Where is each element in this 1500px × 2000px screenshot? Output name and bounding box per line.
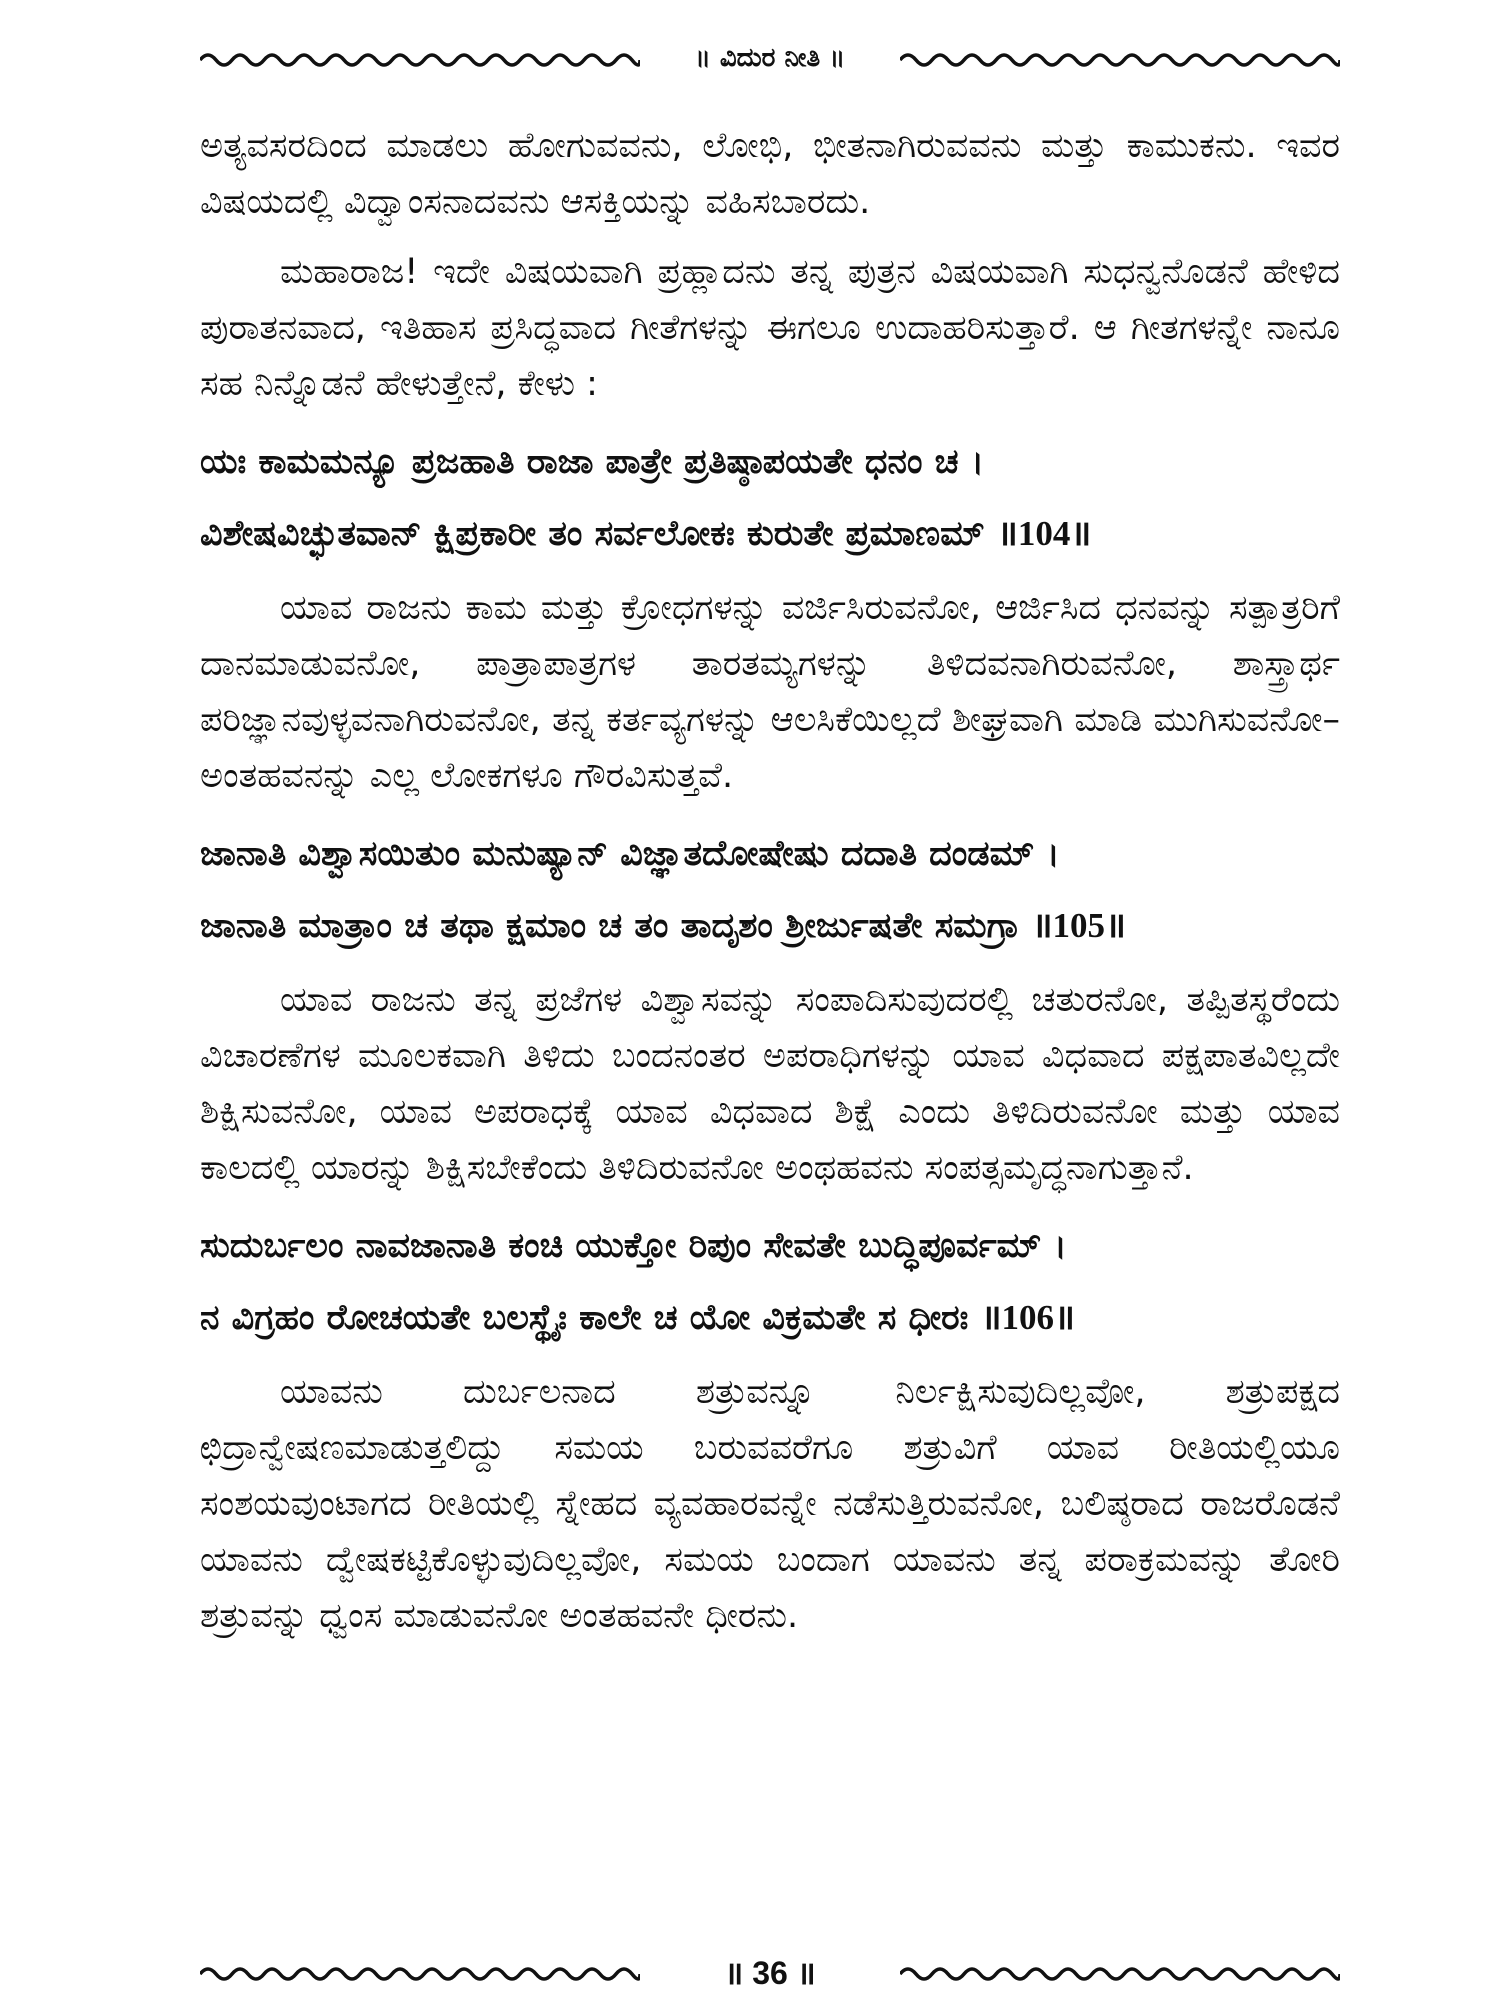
verse-105 (200, 818, 1340, 962)
verse-line (200, 498, 1340, 570)
verse-line: ಜಾನಾತಿ ವಿಶ್ವಾಸಯಿತುಂ ಮನುಷ್ಯಾನ್ ವಿಜ್ಞಾತದೋಷೇಷು ದದಾತಿ ದಂಡಮ್ । (200, 834, 1060, 874)
verse-number: ॥106॥ (980, 1298, 1076, 1337)
verse-line: ಸುದುರ್ಬಲಂ ನಾವಜಾನಾತಿ ಕಂಚಿ ಯುಕ್ತೋ ರಿಪುಂ ಸೇವತೇ ಬುದ್ಧಿಪೂರ್ವಮ್ । (200, 1226, 1067, 1266)
verse-line (200, 1282, 1340, 1354)
verse-line: ಯಃ ಕಾಮಮನ್ಯೂ ಪ್ರಜಹಾತಿ ರಾಜಾ ಪಾತ್ರೇ ಪ್ರತಿಷ್ಠಾಪಯತೇ ಧನಂ ಚ । (200, 442, 985, 482)
left-wave-ornament (200, 48, 640, 68)
page-footer (200, 1950, 1340, 1994)
page-header (200, 36, 1340, 80)
paragraph-5: ಯಾವನು ದುರ್ಬಲನಾದ ಶತ್ರುವನ್ನೂ ನಿರ್ಲಕ್ಷಿಸುವುದಿಲ್ಲವೋ, ಶತ್ರುಪಕ್ಷದ ಛಿದ್ರಾನ್ವೇಷಣಮಾಡುತ್ತಲಿದ್ದು ಸಮಯ ಬರುವವರೆಗೂ ಶತ್ರುವಿಗೆ ಯಾವ ರೀತಿಯಲ್ಲಿಯೂ ಸಂಶಯವುಂಟಾಗದ ರೀತಿಯಲ್ಲಿ ಸ್ನೇಹದ ವ್ಯವಹಾರವನ್ನೇ ನಡೆಸುತ್ತಿರುವನೋ, ಬಲಿಷ್ಠರಾದ ರಾಜರೊಡನೆ ಯಾವನು ದ್ವೇಷಕಟ್ಟಿಕೊಳ್ಳುವುದಿಲ್ಲವೋ, ಸಮಯ ಬಂದಾಗ ಯಾವನು ತನ್ನ ಪರಾಕ್ರಮವನ್ನು ತೋರಿ ಶತ್ರುವನ್ನು ಧ್ವಂಸ ಮಾಡುವನೋ ಅಂತಹವನೇ ಧೀರನು. (200, 1372, 1340, 1636)
verse-text: ವಿಶೇಷವಿಚ್ಛುತವಾನ್ ಕ್ಷಿಪ್ರಕಾರೀ ತಂ ಸರ್ವಲೋಕಃ ಕುರುತೇ ಪ್ರಮಾಣಮ್ (200, 514, 985, 554)
paragraph-4: ಯಾವ ರಾಜನು ತನ್ನ ಪ್ರಜೆಗಳ ವಿಶ್ವಾಸವನ್ನು ಸಂಪಾದಿಸುವುದರಲ್ಲಿ ಚತುರನೋ, ತಪ್ಪಿತಸ್ಥರೆಂದು ವಿಚಾರಣೆಗಳ ಮೂಲಕವಾಗಿ ತಿಳಿದು ಬಂದನಂತರ ಅಪರಾಧಿಗಳನ್ನು ಯಾವ ವಿಧವಾದ ಪಕ್ಷಪಾತವಿಲ್ಲದೇ ಶಿಕ್ಷಿಸುವನೋ, ಯಾವ ಅಪರಾಧಕ್ಕೆ ಯಾವ ವಿಧವಾದ ಶಿಕ್ಷೆ ಎಂದು ತಿಳಿದಿರುವನೋ ಮತ್ತು ಯಾವ ಕಾಲದಲ್ಲಿ ಯಾರನ್ನು ಶಿಕ್ಷಿಸಬೇಕೆಂದು ತಿಳಿದಿರುವನೋ ಅಂಥಹವನು ಸಂಪತ್ಸಮೃದ್ಧನಾಗುತ್ತಾನೆ. (200, 980, 1340, 1188)
page-body (200, 118, 1340, 1658)
verse-number: ॥104॥ (996, 514, 1092, 553)
page-number: ॥ 36 ॥ (724, 1954, 816, 1991)
paragraph-1: ಅತ್ಯವಸರದಿಂದ ಮಾಡಲು ಹೋಗುವವನು, ಲೋಭಿ, ಭೀತನಾಗಿರುವವನು ಮತ್ತು ಕಾಮುಕನು. ಇವರ ವಿಷಯದಲ್ಲಿ ವಿದ್ವಾಂಸನಾದವನು ಆಸಕ್ತಿಯನ್ನು ವಹಿಸಬಾರದು. (200, 126, 1340, 222)
verse-line (200, 890, 1340, 962)
verse-106 (200, 1210, 1340, 1354)
paragraph-3: ಯಾವ ರಾಜನು ಕಾಮ ಮತ್ತು ಕ್ರೋಧಗಳನ್ನು ವರ್ಜಿಸಿರುವನೋ, ಆರ್ಜಿಸಿದ ಧನವನ್ನು ಸತ್ಪಾತ್ರರಿಗೆ ದಾನಮಾಡುವನೋ, ಪಾತ್ರಾಪಾತ್ರಗಳ ತಾರತಮ್ಯಗಳನ್ನು ತಿಳಿದವನಾಗಿರುವನೋ, ಶಾಸ್ತ್ರಾರ್ಥ ಪರಿಜ್ಞಾನವುಳ್ಳವನಾಗಿರುವನೋ, ತನ್ನ ಕರ್ತವ್ಯಗಳನ್ನು ಆಲಸಿಕೆಯಿಲ್ಲದೆ ಶೀಘ್ರವಾಗಿ ಮಾಡಿ ಮುಗಿಸುವನೋ– ಅಂತಹವನನ್ನು ಎಲ್ಲ ಲೋಕಗಳೂ ಗೌರವಿಸುತ್ತವೆ. (200, 588, 1340, 796)
page-title: ॥ ವಿದುರ ನೀತಿ ॥ (694, 42, 846, 73)
verse-104 (200, 426, 1340, 570)
right-wave-ornament (900, 48, 1340, 68)
left-wave-ornament (200, 1962, 640, 1982)
verse-text: ಜಾನಾತಿ ಮಾತ್ರಾಂ ಚ ತಥಾ ಕ್ಷಮಾಂ ಚ ತಂ ತಾದೃಶಂ ಶ್ರೀರ್ಜುಷತೇ ಸಮಗ್ರಾ (200, 906, 1020, 946)
paragraph-2: ಮಹಾರಾಜ! ಇದೇ ವಿಷಯವಾಗಿ ಪ್ರಹ್ಲಾದನು ತನ್ನ ಪುತ್ರನ ವಿಷಯವಾಗಿ ಸುಧನ್ವನೊಡನೆ ಹೇಳಿದ ಪುರಾತನವಾದ, ಇತಿಹಾಸ ಪ್ರಸಿದ್ಧವಾದ ಗೀತೆಗಳನ್ನು ಈಗಲೂ ಉದಾಹರಿಸುತ್ತಾರೆ. ಆ ಗೀತಗಳನ್ನೇ ನಾನೂ ಸಹ ನಿನ್ನೊಡನೆ ಹೇಳುತ್ತೇನೆ, ಕೇಳು : (200, 252, 1340, 404)
right-wave-ornament (900, 1962, 1340, 1982)
verse-number: ॥105॥ (1031, 906, 1127, 945)
verse-text: ನ ವಿಗ್ರಹಂ ರೋಚಯತೇ ಬಲಸ್ಥೈಃ ಕಾಲೇ ಚ ಯೋ ವಿಕ್ರಮತೇ ಸ ಧೀರಃ (200, 1298, 969, 1338)
